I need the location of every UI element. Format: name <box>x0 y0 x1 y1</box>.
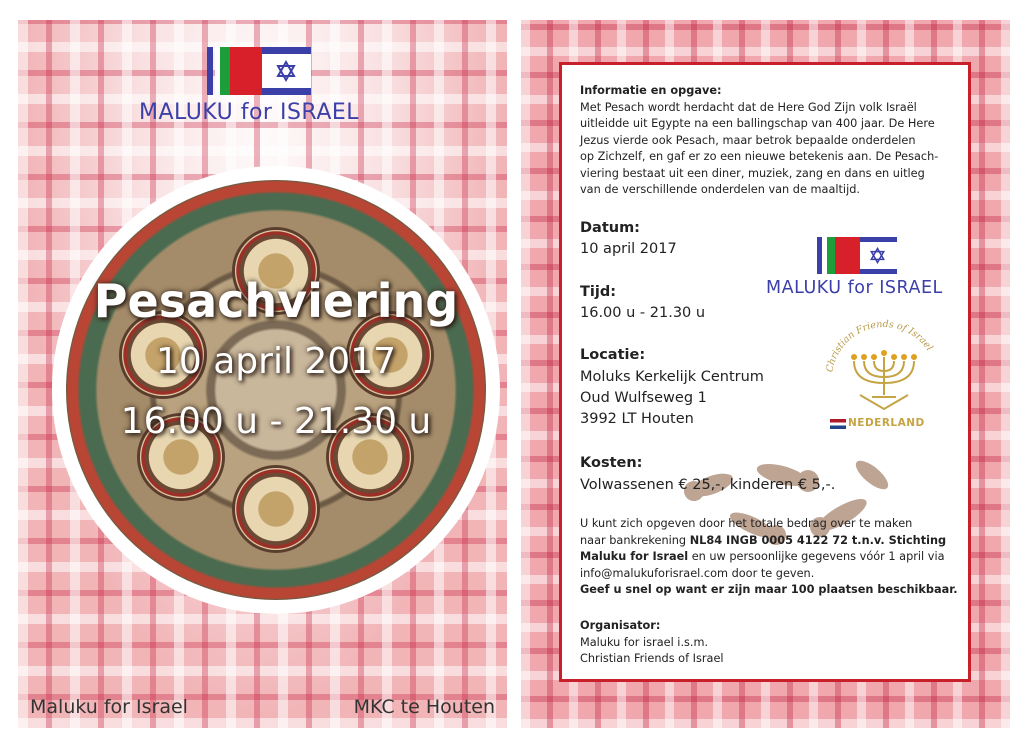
svg-text:Christian Friends of Israel <box>824 319 934 373</box>
locatie-label: Locatie: <box>580 347 646 363</box>
tijd-value: 16.00 u - 21.30 u <box>580 305 706 321</box>
event-date: 10 april 2017 <box>155 341 397 382</box>
signup-text: naar bankrekening <box>580 533 690 547</box>
plate-medallion <box>235 468 317 550</box>
locatie-line: Oud Wulfseweg 1 <box>580 390 707 406</box>
signup-text: en uw persoonlijke gegevens vóór 1 april via <box>688 550 945 563</box>
christian-friends-of-israel-logo <box>824 317 944 441</box>
kosten-value: Volwassenen € 25,-, kinderen € 5,-. <box>580 477 836 493</box>
event-time: 16.00 u - 21.30 u <box>120 401 432 442</box>
datum-value: 10 april 2017 <box>580 241 677 257</box>
maluku-israel-flag-logo <box>207 47 311 95</box>
event-headline: Pesachviering <box>93 274 459 328</box>
star-of-david-icon <box>275 60 297 82</box>
kosten-label: Kosten: <box>580 455 643 471</box>
info-line: viering bestaat uit een diner, muziek, zang en dans en uitleg <box>580 166 925 180</box>
right-flyer-panel <box>521 20 1010 728</box>
datum-label: Datum: <box>580 220 640 236</box>
organizer-label: Organisator: <box>580 619 661 632</box>
signup-email-line: info@malukuforisrael.com door te geven. <box>580 566 815 580</box>
signup-line <box>580 533 946 550</box>
seder-plate-image <box>52 166 500 614</box>
info-heading: Informatie en opgave: <box>580 84 722 97</box>
logo-title: MALUKU for ISRAEL <box>766 278 943 298</box>
info-line: van de verschillende onderdelen van de maaltijd. <box>580 183 860 196</box>
footer-organizer: Maluku for Israel <box>30 696 188 718</box>
signup-urgency: Geef u snel op want er zijn maar 100 plaatsen beschikbaar. <box>580 583 958 596</box>
logo-title: MALUKU for ISRAEL <box>139 100 360 125</box>
bank-account: NL84 INGB 0005 4122 72 t.n.v. Stichting <box>689 533 947 547</box>
info-card <box>559 62 971 682</box>
star-of-david-icon <box>869 247 886 264</box>
info-line: Jezus vierde ook Pesach, maar betrok bepaalde onderdelen <box>580 133 916 147</box>
organizer-line: Maluku for israel i.s.m. <box>580 635 709 649</box>
locatie-line: Moluks Kerkelijk Centrum <box>580 369 764 385</box>
organizer-line: Christian Friends of Israel <box>580 652 724 665</box>
cfoi-country: NEDERLAND <box>848 417 925 429</box>
maluku-israel-flag-logo <box>817 237 897 274</box>
info-line: Met Pesach wordt herdacht dat de Here God Zijn volk Israël <box>580 100 917 114</box>
left-flyer-panel <box>18 20 507 728</box>
account-holder: Maluku for Israel <box>580 550 689 563</box>
signup-line: U kunt zich opgeven door het totale bedrag over te maken <box>580 517 913 530</box>
info-line: op Zichzelf, en gaf er zo een nieuwe betekenis aan. De Pesach- <box>580 150 939 163</box>
locatie-line: 3992 LT Houten <box>580 411 694 427</box>
menorah-icon <box>824 317 944 413</box>
dutch-flag-icon <box>830 419 846 429</box>
signup-line <box>580 549 945 566</box>
footer-venue: MKC te Houten <box>353 696 495 718</box>
cfoi-country-row <box>824 417 944 431</box>
cfoi-arc-text: Christian Friends of Israel <box>824 318 935 374</box>
tijd-label: Tijd: <box>580 284 617 300</box>
info-line: uitleidde uit Egypte na een ballingschap van 400 jaar. De Here <box>580 117 935 130</box>
